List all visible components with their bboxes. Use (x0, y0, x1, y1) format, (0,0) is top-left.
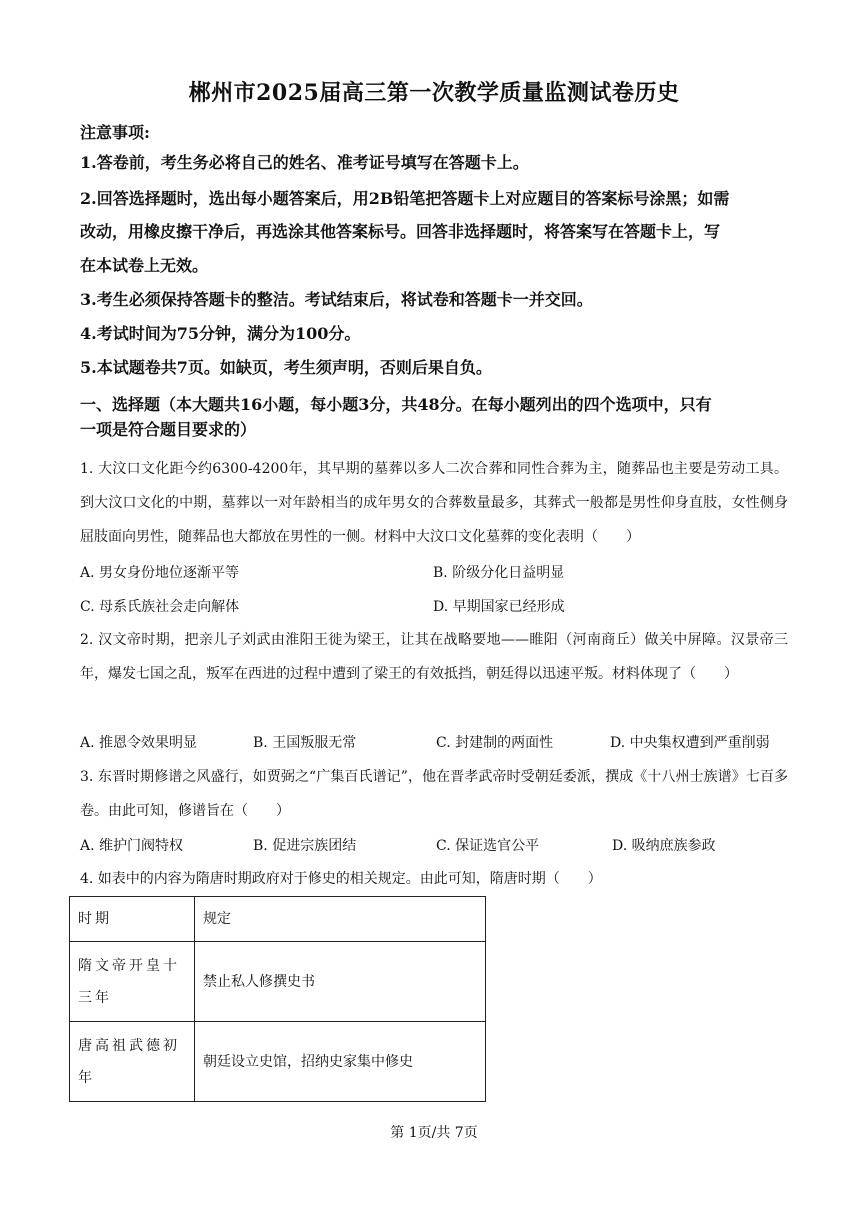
question-3-option-c[interactable]: C. 保证选官公平 (436, 838, 540, 854)
notes-heading: 注意事项: (80, 123, 150, 142)
question-1-stem: 1. 大汶口文化距今约6300-4200年，其早期的墓葬以多人二次合葬和同性合葬为主，随葬品也主要是劳动工具。到大汶口文化的中期，墓葬以一对年龄相当的成年男女的合葬数量最多，其葬式一般都是男性仰身直肢，女性侧身屈肢面向男性，随葬品也大都放在男性的一侧。材料中大汶口文化墓葬的变化表明（ ） (80, 461, 788, 545)
note-item: 在本试卷上无效。 (80, 256, 209, 275)
question-1-option-d[interactable]: D. 早期国家已经形成 (433, 599, 565, 615)
page-footer: 第 1页/共 7页 (390, 1125, 478, 1141)
question-3-option-b[interactable]: B. 促进宗族团结 (253, 838, 357, 854)
question-1-option-b[interactable]: B. 阶级分化日益明显 (433, 565, 565, 581)
question-2-option-b[interactable]: B. 王国叛服无常 (253, 735, 357, 751)
table-header-cell: 规定 (195, 897, 486, 942)
question-2-option-d[interactable]: D. 中央集权遭到严重削弱 (610, 735, 770, 751)
table-row (70, 942, 486, 1022)
note-item: 1.答卷前，考生务必将自己的姓名、准考证号填写在答题卡上。 (80, 153, 529, 172)
table-header-cell: 时期 (70, 897, 195, 942)
question-4-stem: 4. 如表中的内容为隋唐时期政府对于修史的相关规定。由此可知，隋唐时期（ ） (80, 871, 602, 887)
page-title: 郴州市2025届高三第一次教学质量监测试卷历史 (188, 80, 680, 106)
question-1-option-a[interactable]: A. 男女身份地位逐渐平等 (80, 565, 240, 581)
note-item: 4.考试时间为75分钟，满分为100分。 (80, 324, 361, 343)
question-2-stem: 2. 汉文帝时期，把亲儿子刘武由淮阳王徙为梁王，让其在战略要地——睢阳（河南商丘）做关中屏障。汉景帝三年，爆发七国之乱，叛军在西进的过程中遭到了梁王的有效抵挡，朝廷得以迅速平叛。材料体现了（ ） (80, 632, 788, 682)
history-regulation-table (69, 896, 486, 1102)
table-cell: 禁止私人修撰史书 (195, 942, 486, 1022)
table-header-row (70, 897, 486, 942)
table-cell: 唐高祖武德初年 (70, 1022, 195, 1102)
note-item: 3.考生必须保持答题卡的整洁。考试结束后，将试卷和答题卡一并交回。 (80, 290, 593, 309)
question-1-option-c[interactable]: C. 母系氏族社会走向解体 (80, 599, 240, 615)
note-item: 5.本试题卷共7页。如缺页，考生须声明，否则后果自负。 (80, 358, 492, 377)
question-2-option-c[interactable]: C. 封建制的两面性 (436, 735, 554, 751)
table-cell: 朝廷设立史馆，招纳史家集中修史 (195, 1022, 486, 1102)
question-3-stem: 3. 东晋时期修谱之风盛行，如贾弼之“广集百氏谱记”，他在晋孝武帝时受朝廷委派，撰成《十八州士族谱》七百多卷。由此可知，修谱旨在（ ） (80, 769, 788, 819)
question-2-option-a[interactable]: A. 推恩令效果明显 (80, 735, 198, 751)
section-heading: 一、选择题（本大题共16小题，每小题3分，共48分。在每小题列出的四个选项中，只有 (80, 395, 712, 414)
note-item: 2.回答选择题时，选出每小题答案后，用2B铅笔把答题卡上对应题目的答案标号涂黑；如需 (80, 189, 730, 208)
question-3-option-a[interactable]: A. 维护门阀特权 (80, 838, 184, 854)
table-row (70, 1022, 486, 1102)
section-heading-cont: 一项是符合题目要求的） (80, 420, 257, 439)
table-cell: 隋文帝开皇十三年 (70, 942, 195, 1022)
note-item: 改动，用橡皮擦干净后，再选涂其他答案标号。回答非选择题时，将答案写在答题卡上，写 (80, 222, 721, 241)
question-3-option-d[interactable]: D. 吸纳庶族参政 (612, 838, 716, 854)
